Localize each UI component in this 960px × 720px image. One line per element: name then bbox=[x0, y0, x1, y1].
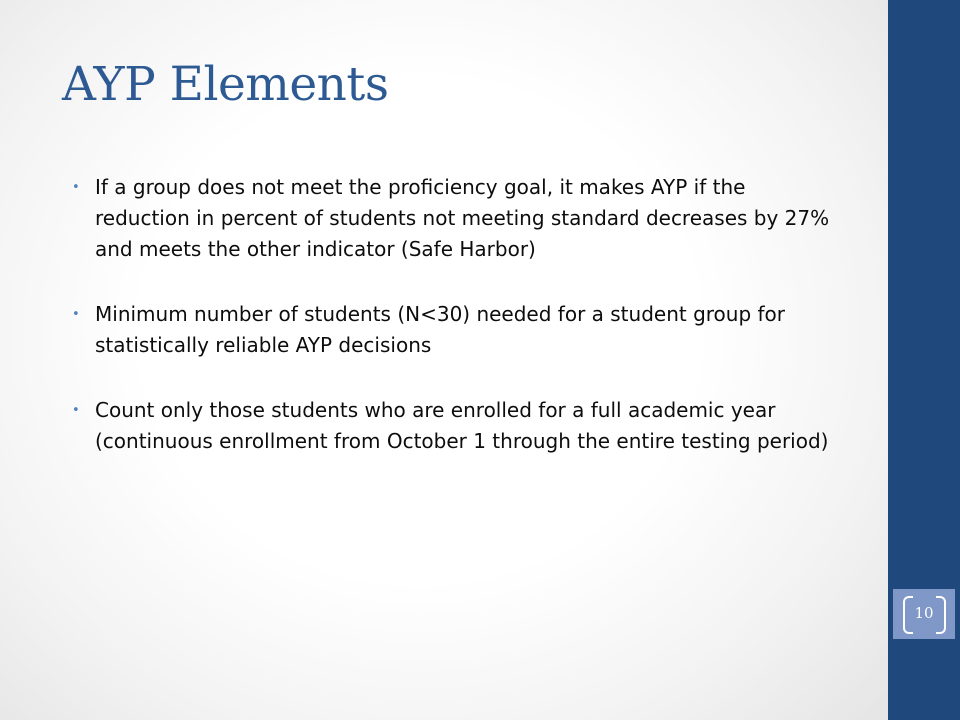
bullet-text: Count only those students who are enrolled for a full academic year (continuous enrollment from October 1 through the entire testing period) bbox=[95, 398, 829, 453]
bullet-item bbox=[72, 172, 842, 265]
right-bracket-icon bbox=[936, 596, 946, 634]
bullet-marker-icon: • bbox=[72, 180, 80, 195]
slide-title: AYP Elements bbox=[62, 57, 389, 112]
bullet-marker-icon: • bbox=[72, 403, 80, 418]
bullet-item bbox=[72, 395, 842, 457]
page-number: 10 bbox=[914, 604, 934, 622]
bullet-list bbox=[72, 172, 842, 491]
bullet-marker-icon: • bbox=[72, 307, 80, 322]
bullet-item bbox=[72, 299, 842, 361]
bullet-text: Minimum number of students (N<30) needed for a student group for statistically reliable AYP decisions bbox=[95, 302, 786, 357]
bullet-text: If a group does not meet the proficiency goal, it makes AYP if the reduction in percent of students not meeting standard decreases by 27% and meets the other indicator (Safe Harbor) bbox=[95, 175, 830, 261]
